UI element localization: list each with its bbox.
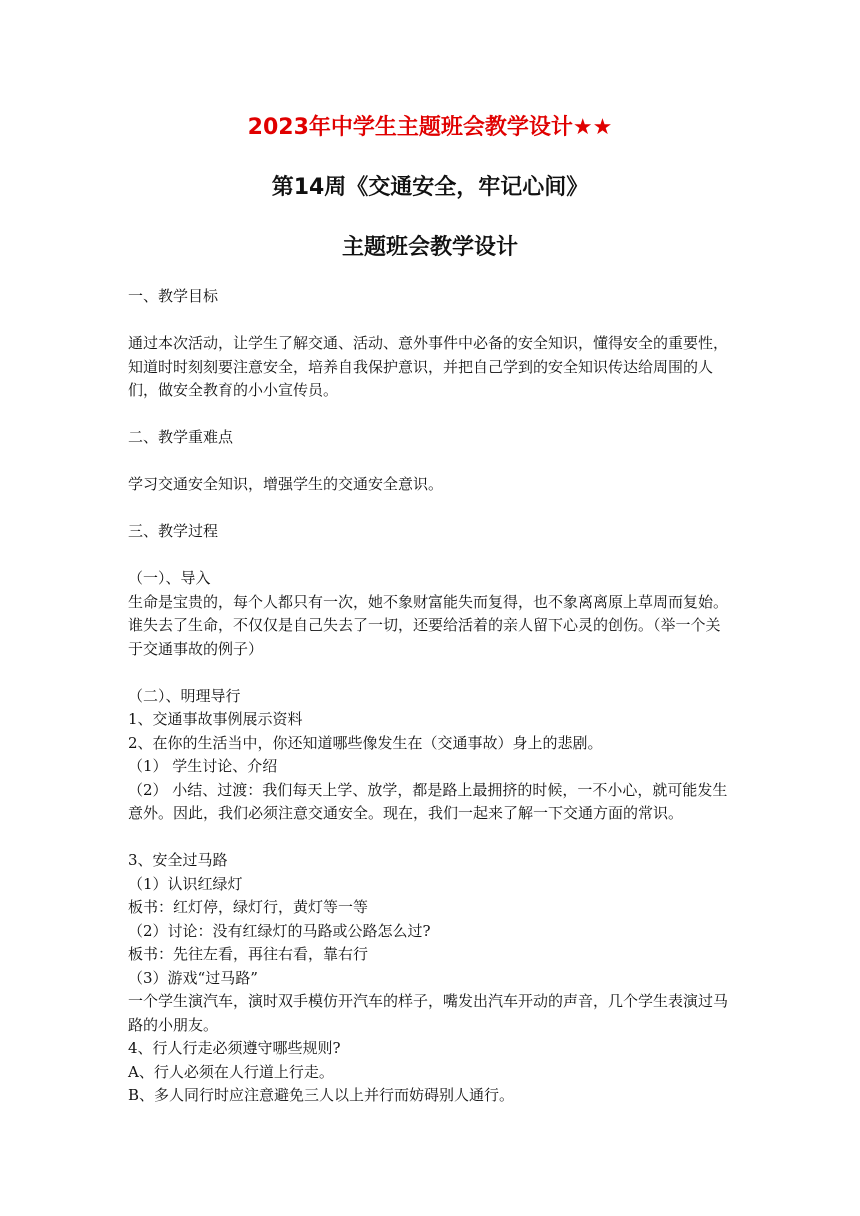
list-item: 2、在你的生活当中，你还知道哪些像发生在（交通事故）身上的悲剧。 [128, 733, 603, 752]
list-item: （2）讨论：没有红绿灯的马路或公路怎么过? [128, 921, 431, 940]
document-subtitle-2: 主题班会教学设计 [341, 235, 518, 260]
process-intro-text: 生命是宝贵的，每个人都只有一次，她不象财富能失而复得，也不象离离原上草周而复始。谁失去了生命，不仅仅是自己失去了一切，还要给活着的亲人留下心灵的创伤。（举一个关于交通事故的例子） [128, 592, 729, 658]
section-heading-process: 三、教学过程 [128, 522, 219, 540]
list-item: （1）认识红绿灯 [128, 874, 243, 893]
list-item: 一个学生演汽车，演时双手模仿开汽车的样子，嘴发出汽车开动的声音，几个学生表演过马路的小朋友。 [128, 992, 729, 1034]
list-item: 1、交通事故事例展示资料 [128, 710, 303, 728]
list-item: （3）游戏“过马路” [128, 968, 258, 987]
list-item: 板书：先往左看，再往右看，靠右行 [128, 945, 369, 963]
list-item: 板书：红灯停，绿灯行，黄灯等一等 [128, 898, 369, 916]
crossing-road-heading: 3、安全过马路 [128, 851, 228, 869]
document-subtitle: 第14周《交通安全，牢记心间》 [271, 175, 589, 200]
process-intro-heading: （一）、导入 [128, 569, 211, 587]
section-heading-key-points: 二、教学重难点 [128, 428, 234, 446]
list-item: B、多人同行时应注意避免三人以上并行而妨碍别人通行。 [128, 1086, 515, 1104]
pedestrian-rules-heading: 4、行人行走必须遵守哪些规则? [128, 1039, 341, 1057]
process-guide-heading: （二）、明理导行 [128, 686, 241, 705]
list-item: （2） 小结、过渡：我们每天上学、放学，都是路上最拥挤的时候，一不小心，就可能发生意外。因此，我们必须注意交通安全。现在，我们一起来了解一下交通方面的常识。 [128, 780, 728, 822]
list-item: A、行人必须在人行道上行走。 [128, 1062, 334, 1081]
section-heading-objectives: 一、教学目标 [128, 287, 219, 305]
objectives-text: 通过本次活动，让学生了解交通、活动、意外事件中必备的安全知识，懂得安全的重要性，知道时时刻刻要注意安全，培养自我保护意识，并把自己学到的安全知识传达给周围的人们，做安全教育的小小宣传员。 [128, 334, 729, 399]
list-item: （1） 学生讨论、介绍 [128, 757, 278, 775]
key-points-text: 学习交通安全知识，增强学生的交通安全意识。 [128, 475, 444, 493]
document-body [128, 285, 732, 1108]
document-title: 2023年中学生主题班会教学设计★★ [247, 115, 613, 140]
